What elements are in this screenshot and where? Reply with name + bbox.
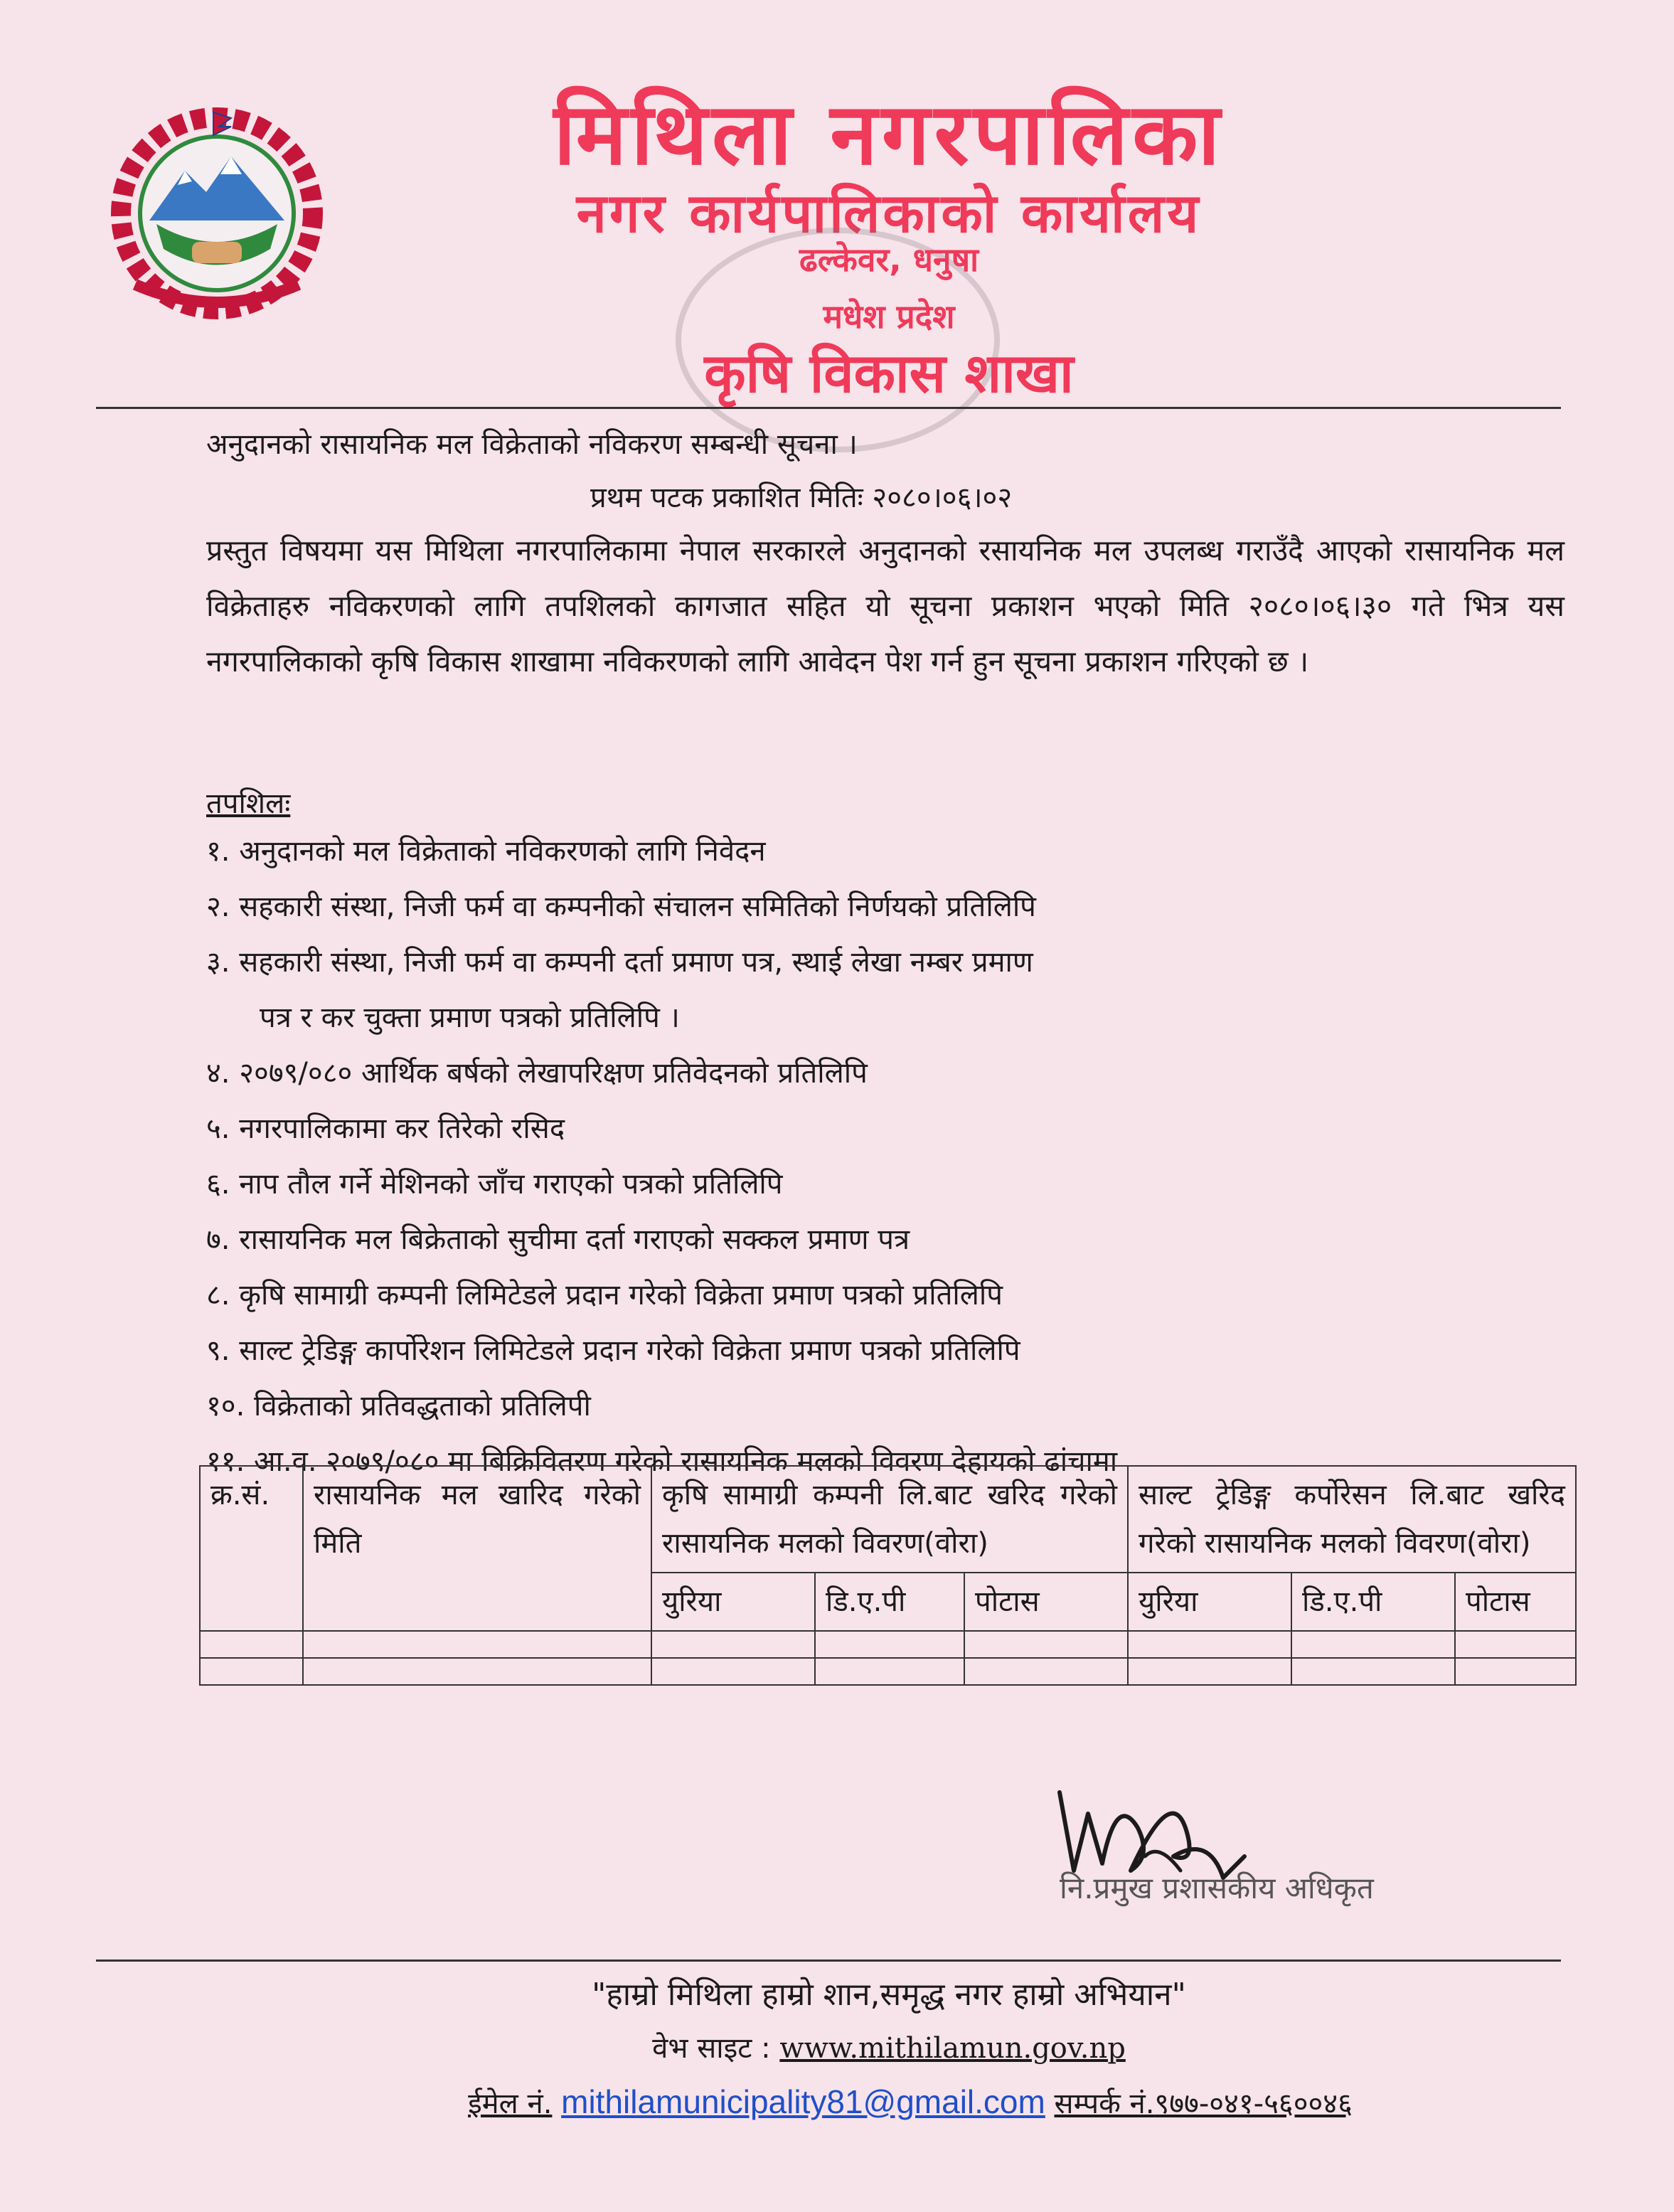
list-item: ११. आ.व. २०७९/०८० मा बिक्रिवितरण गरेको रासायनिक मलको विवरण देहायको ढांचामा (206, 1445, 1118, 1478)
col-krishi-samagri: कृषि सामाग्री कम्पनी लि.बाट खरिद गरेको रासायनिक मलको विवरण(वोरा) (651, 1466, 1128, 1573)
footer-divider (96, 1960, 1561, 1962)
header-divider (96, 407, 1561, 409)
website-label: वेभ साइट : (652, 2032, 771, 2065)
col-krishi-dap: डि.ए.पी (815, 1573, 964, 1631)
table-row (200, 1658, 1576, 1685)
list-item: ७. रासायनिक मल बिक्रेताको सुचीमा दर्ता गराएको सक्कल प्रमाण पत्र (206, 1223, 910, 1256)
notice-body: प्रस्तुत विषयमा यस मिथिला नगरपालिकामा नेपाल सरकारले अनुदानको रसायनिक मल उपलब्ध गराउँदै आएको रासायनिक मल विक्रेताहरु नविकरणको लागि तपशिलको कागजात सहित यो सूचना प्रकाशन भएको मिति २०८०।०६।३० गते भित्र यस नगरपालिकाको कृषि विकास शाखामा नविकरणको लागि आवेदन पेश गर्न हुन सूचना प्रकाशन गरिएको छ । (206, 533, 1564, 679)
col-serial-number: क्र.सं. (200, 1466, 303, 1631)
table-header-row (200, 1466, 1576, 1573)
province-name: मधेश प्रदेश (823, 297, 955, 336)
email-label: ईमेल नं. (468, 2088, 553, 2120)
signatory-title: नि.प्रमुख प्रशासकीय अधिकृत (1060, 1871, 1374, 1905)
list-item: ३. सहकारी संस्था, निजी फर्म वा कम्पनी दर्ता प्रमाण पत्र, स्थाई लेखा नम्बर प्रमाण (206, 946, 1033, 979)
col-salt-trading: साल्ट ट्रेडिङ्ग कर्पोरेसन लि.बाट खरिद गरेको रासायनिक मलको विवरण(वोरा) (1128, 1466, 1576, 1573)
fertilizer-sales-table (199, 1465, 1577, 1686)
nepal-government-emblem-icon (107, 107, 327, 320)
table-row (200, 1631, 1576, 1658)
col-salt-dap: डि.ए.पी (1291, 1573, 1455, 1631)
email-link[interactable]: mithilamunicipality81@gmail.com (561, 2083, 1045, 2120)
footer-website (427, 2024, 1351, 2073)
col-salt-potash: पोटास (1455, 1573, 1576, 1631)
municipality-name: मिथिला नगरपालिका (553, 85, 1225, 184)
notice-subject: अनुदानको रासायनिक मल विक्रेताको नविकरण सम्बन्धी सूचना । (206, 428, 858, 461)
office-address: ढल्केवर, धनुषा (799, 240, 979, 279)
list-heading: तपशिलः (206, 787, 291, 820)
office-name: नगर कार्यपालिकाको कार्यालय (576, 181, 1202, 245)
col-purchase-date: रासायनिक मल खारिद गरेको मिति (303, 1466, 651, 1631)
list-item: २. सहकारी संस्था, निजी फर्म वा कम्पनीको संचालन समितिको निर्णयको प्रतिलिपि (206, 890, 1036, 923)
list-item: १०. विक्रेताको प्रतिवद्धताको प्रतिलिपी (206, 1390, 591, 1423)
website-link[interactable]: www.mithilamun.gov.np (779, 2032, 1126, 2065)
col-krishi-potash: पोटास (964, 1573, 1128, 1631)
branch-name: कृषि विकास शाखा (704, 341, 1074, 405)
list-item: ९. साल्ट ट्रेडिङ्ग कार्पोरेशन लिमिटेडले प्रदान गरेको विक्रेता प्रमाण पत्रको प्रतिलिपि (206, 1334, 1020, 1367)
contact-phone: ९७७-०४१-५६००४६ (1154, 2088, 1353, 2120)
published-date: प्रथम पटक प्रकाशित मितिः २०८०।०६।०२ (590, 482, 1013, 514)
list-item: ६. नाप तौल गर्ने मेशिनको जाँच गराएको पत्रको प्रतिलिपि (206, 1168, 783, 1201)
list-item: ८. कृषि सामाग्री कम्पनी लिमिटेडले प्रदान गरेको विक्रेता प्रमाण पत्रको प्रतिलिपि (206, 1279, 1003, 1312)
list-item: १. अनुदानको मल विक्रेताको नविकरणको लागि निवेदन (206, 835, 766, 868)
col-salt-urea: युरिया (1128, 1573, 1291, 1631)
list-item: पत्र र कर चुक्ता प्रमाण पत्रको प्रतिलिपि । (260, 1001, 680, 1034)
contact-label: सम्पर्क नं. (1054, 2088, 1155, 2120)
col-krishi-urea: युरिया (651, 1573, 815, 1631)
footer-contact (341, 2077, 1479, 2129)
document-list (206, 824, 1117, 1489)
list-item: ५. नगरपालिकामा कर तिरेको रसिद (206, 1112, 565, 1145)
list-item: ४. २०७९/०८० आर्थिक बर्षको लेखापरिक्षण प्रतिवेदनको प्रतिलिपि (206, 1057, 868, 1090)
footer-slogan: "हाम्रो मिथिला हाम्रो शान,समृद्ध नगर हाम्रो अभियान" (592, 1977, 1186, 2013)
